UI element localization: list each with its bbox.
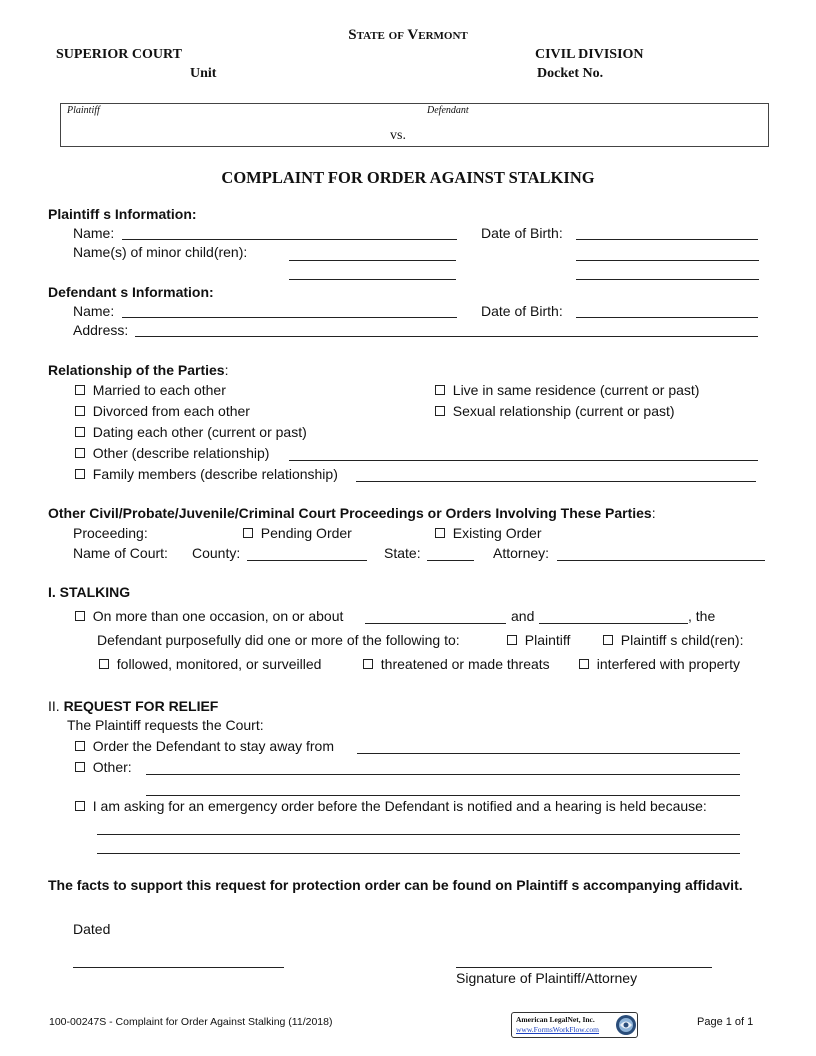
defendant-label: Defendant: [427, 105, 469, 116]
act-followed-option[interactable]: [99, 656, 321, 672]
checkbox-stalking-plaintiff[interactable]: [507, 635, 517, 645]
plaintiff-label: Plaintiff: [67, 105, 100, 116]
minor-children-label: Name(s) of minor child(ren):: [73, 244, 248, 260]
state-label: State:: [384, 545, 421, 561]
defendant-info-heading: Defendant s Information:: [48, 284, 214, 300]
plaintiff-name-label: Name:: [73, 225, 115, 241]
relationship-heading-text: Relationship of the Parties: [48, 362, 225, 378]
defendant-address-field[interactable]: [135, 322, 758, 337]
act-property-option[interactable]: [579, 656, 740, 672]
logo-company-text: American LegalNet, Inc.: [516, 1015, 595, 1024]
state-title: State of Vermont: [348, 27, 468, 43]
stalking-date-2-field[interactable]: [539, 623, 688, 624]
stalking-occasion-line: [75, 608, 343, 624]
facts-statement: The facts to support this request for protection order can be found on Plaintiff s accompanying affidavit.: [48, 877, 743, 893]
stalking-the-text: , the: [688, 608, 716, 624]
relief-stay-away-option[interactable]: [75, 738, 334, 754]
globe-icon: [615, 1014, 637, 1036]
child-name-field-1[interactable]: [289, 260, 456, 261]
checkbox-sexual[interactable]: [435, 406, 445, 416]
relief-other-field-1[interactable]: [146, 774, 740, 775]
act-followed-label: followed, monitored, or surveilled: [116, 656, 322, 672]
page-number: Page 1 of 1: [697, 1016, 754, 1028]
court-name-label: Name of Court:: [73, 545, 168, 561]
rel-option-residence[interactable]: [435, 382, 699, 398]
checkbox-stalking[interactable]: [75, 611, 85, 621]
checkbox-divorced[interactable]: [75, 406, 85, 416]
rel-option-family[interactable]: [75, 466, 338, 482]
rel-option-married[interactable]: [75, 382, 226, 398]
unit-label: Unit: [190, 66, 217, 81]
checkbox-property[interactable]: [579, 659, 589, 669]
court-label: SUPERIOR COURT: [56, 47, 182, 62]
emergency-reason-field-2[interactable]: [97, 853, 740, 854]
rel-label-family: Family members (describe relationship): [92, 466, 338, 482]
legalnet-logo: [511, 1012, 638, 1038]
child-name-field-2[interactable]: [289, 279, 456, 280]
stalking-plaintiff-label: Plaintiff: [524, 632, 571, 648]
act-threatened-option[interactable]: [363, 656, 550, 672]
caption-box: [60, 103, 769, 147]
child-dob-field-1[interactable]: [576, 260, 759, 261]
relief-other-field-2[interactable]: [146, 795, 740, 796]
stalking-date-1-field[interactable]: [365, 623, 506, 624]
rel-option-divorced[interactable]: [75, 403, 250, 419]
checkbox-followed[interactable]: [99, 659, 109, 669]
rel-option-other[interactable]: [75, 445, 269, 461]
relief-other-label: Other:: [92, 759, 132, 775]
proceeding-label: Proceeding:: [73, 525, 148, 541]
rel-option-sexual[interactable]: [435, 403, 675, 419]
rel-label-divorced: Divorced from each other: [92, 403, 250, 419]
checkbox-married[interactable]: [75, 385, 85, 395]
act-property-label: interfered with property: [596, 656, 740, 672]
proceedings-heading-text: Other Civil/Probate/Juvenile/Criminal Court Proceedings or Orders Involving These Parties: [48, 505, 652, 521]
pending-order-label: Pending Order: [260, 525, 352, 541]
signature-field[interactable]: [456, 967, 712, 968]
form-id: 100-00247S - Complaint for Order Against Stalking (11/2018): [49, 1016, 333, 1028]
proceedings-colon: :: [651, 505, 656, 521]
relief-heading: [48, 698, 218, 714]
defendant-address-label: Address:: [73, 322, 129, 338]
rel-label-sexual: Sexual relationship (current or past): [452, 403, 675, 419]
act-threatened-label: threatened or made threats: [380, 656, 550, 672]
logo-url-text[interactable]: www.FormsWorkFlow.com: [516, 1025, 600, 1034]
form-title: COMPLAINT FOR ORDER AGAINST STALKING: [221, 168, 595, 187]
plaintiff-dob-field[interactable]: [576, 225, 758, 240]
plaintiff-name-field[interactable]: [122, 225, 457, 240]
checkbox-relief-other[interactable]: [75, 762, 85, 772]
rel-option-dating[interactable]: [75, 424, 307, 440]
relief-emergency-option[interactable]: [75, 798, 707, 814]
state-field[interactable]: [427, 560, 474, 561]
stalking-purpose-text: Defendant purposefully did one or more of the following to:: [97, 632, 460, 648]
existing-order-option[interactable]: [435, 525, 541, 541]
stalking-occasion-text: On more than one occasion, on or about: [92, 608, 344, 624]
relief-heading-num: II.: [48, 698, 60, 714]
pending-order-option[interactable]: [243, 525, 352, 541]
rel-label-residence: Live in same residence (current or past): [452, 382, 700, 398]
checkbox-emergency[interactable]: [75, 801, 85, 811]
checkbox-other[interactable]: [75, 448, 85, 458]
vs-label: vs.: [390, 128, 406, 143]
checkbox-stalking-children[interactable]: [603, 635, 613, 645]
relationship-colon: :: [224, 362, 229, 378]
stalking-children-option[interactable]: [603, 632, 743, 648]
relief-intro: The Plaintiff requests the Court:: [67, 717, 264, 733]
attorney-label: Attorney:: [493, 545, 550, 561]
stalking-heading: I. STALKING: [48, 584, 131, 600]
county-label: County:: [192, 545, 241, 561]
stalking-plaintiff-option[interactable]: [507, 632, 570, 648]
other-relationship-field[interactable]: [289, 460, 758, 461]
docket-label: Docket No.: [537, 66, 604, 81]
county-field[interactable]: [247, 560, 367, 561]
relief-emergency-label: I am asking for an emergency order before the Defendant is notified and a hearing is held because:: [92, 798, 707, 814]
defendant-dob-label: Date of Birth:: [481, 303, 563, 319]
date-field[interactable]: [73, 967, 284, 968]
family-relationship-field[interactable]: [356, 481, 756, 482]
checkbox-threatened[interactable]: [363, 659, 373, 669]
checkbox-stay-away[interactable]: [75, 741, 85, 751]
relief-other-option[interactable]: [75, 759, 132, 775]
attorney-field[interactable]: [557, 560, 765, 561]
dated-label: Dated: [73, 921, 111, 937]
checkbox-residence[interactable]: [435, 385, 445, 395]
plaintiff-info-heading: Plaintiff s Information:: [48, 206, 197, 222]
rel-label-married: Married to each other: [92, 382, 226, 398]
stalking-and-text: and: [511, 608, 535, 624]
checkbox-pending-order[interactable]: [243, 528, 253, 538]
signature-label: Signature of Plaintiff/Attorney: [456, 970, 638, 986]
rel-label-other: Other (describe relationship): [92, 445, 270, 461]
stalking-children-label: Plaintiff s child(ren):: [620, 632, 744, 648]
rel-label-dating: Dating each other (current or past): [92, 424, 307, 440]
checkbox-existing-order[interactable]: [435, 528, 445, 538]
emergency-reason-field-1[interactable]: [97, 834, 740, 835]
child-dob-field-2[interactable]: [576, 279, 759, 280]
existing-order-label: Existing Order: [452, 525, 542, 541]
plaintiff-dob-label: Date of Birth:: [481, 225, 563, 241]
checkbox-family[interactable]: [75, 469, 85, 479]
relief-stay-away-label: Order the Defendant to stay away from: [92, 738, 335, 754]
stay-away-field[interactable]: [357, 753, 740, 754]
defendant-name-label: Name:: [73, 303, 115, 319]
relief-heading-text: REQUEST FOR RELIEF: [63, 698, 219, 714]
defendant-name-field[interactable]: [122, 303, 457, 318]
division-label: CIVIL DIVISION: [535, 47, 644, 62]
defendant-dob-field[interactable]: [576, 303, 758, 318]
checkbox-dating[interactable]: [75, 427, 85, 437]
proceedings-heading: [48, 505, 656, 521]
relationship-heading: [48, 362, 228, 378]
